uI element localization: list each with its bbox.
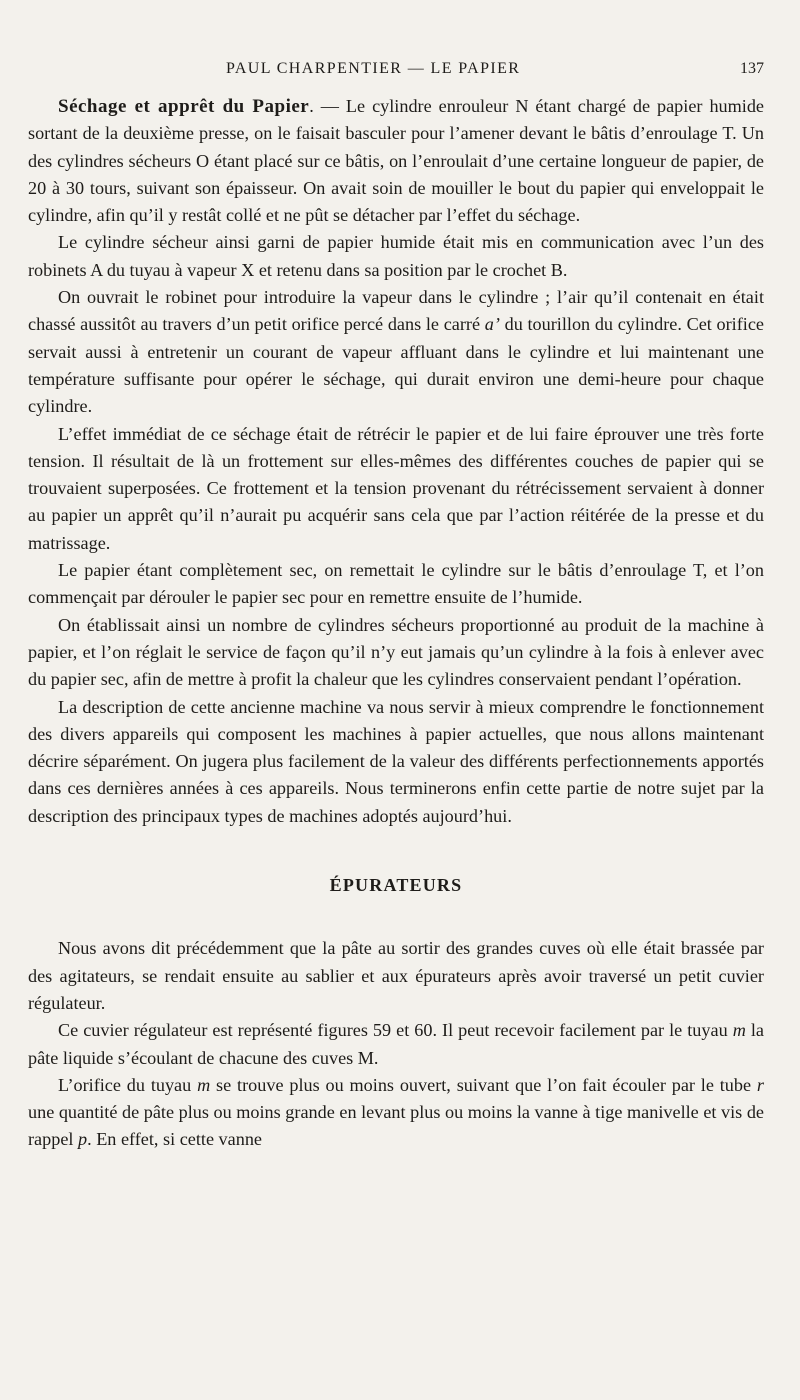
paragraph: La description de cette ancienne machine va nous servir à mieux comprendre le fonctionnement des divers appareils qui composent les machines à papier actuelles, que nous allons maintenant décrire séparément. On jugera plus facilement de la valeur des différents perfectionnements apportés dans ces dernières années à ces appareils. Nous terminerons enfin cette partie de notre sujet par la description des principaux types de machines adoptés aujourd’hui. xyxy=(28,696,764,826)
page-header xyxy=(0,60,800,86)
italic-symbol: r xyxy=(756,1074,764,1095)
running-head: PAUL CHARPENTIER — LE PAPIER xyxy=(226,60,521,77)
paragraph xyxy=(28,1017,764,1072)
page-number: 137 xyxy=(740,60,764,77)
paragraph-text: se trouve plus ou moins ouvert, suivant que l’on fait écouler par le tube xyxy=(210,1074,757,1095)
paragraph: Le papier étant complètement sec, on remettait le cylindre sur le bâtis d’enroulage T, et l’on commençait par dérouler le papier sec pour en remettre ensuite de l’humide. xyxy=(28,560,764,608)
paragraph-text: du tourillon du cylindre. Cet orifice servait aussi à entretenir un courant de vapeur affluant dans le cylindre et lui maintenant une température suffisante pour opérer le séchage, qui durait environ une demi-heure pour chaque cylindre. xyxy=(28,314,764,417)
paragraph: Nous avons dit précédemment que la pâte au sortir des grandes cuves où elle était brassée par des agitateurs, se rendait ensuite au sablier et aux épurateurs après avoir traversé un petit cuvier régulateur. xyxy=(28,938,764,1013)
italic-symbol: a’ xyxy=(484,314,500,335)
paragraph-text: une quantité de pâte plus ou moins grande en levant plus ou moins la vanne à tige manivelle et vis de rappel xyxy=(28,1102,764,1150)
italic-symbol: p xyxy=(78,1129,88,1150)
section-title: Séchage et apprêt du Papier xyxy=(58,96,310,117)
paragraph-text: . — Le cylindre enrouleur N étant chargé de papier humide sortant de la deuxième presse, on le faisait basculer pour l’amener devant le bâtis d’enroulage T. Un des cylindres sécheurs O étant placé sur ce bâtis, on l’enroulait d’une certaine longueur de papier, de 20 à 30 tours, suivant son épaisseur. On avait soin de mouiller le bout du papier qui enveloppait le cylindre, afin qu’il y restât collé et ne pût se détacher par l’effet du séchage. xyxy=(28,96,764,226)
italic-symbol: m xyxy=(732,1020,746,1041)
page-body xyxy=(28,93,764,1154)
paragraph-text: L’orifice du tuyau xyxy=(58,1074,198,1095)
paragraph xyxy=(28,1072,764,1154)
section-heading: ÉPURATEURS xyxy=(329,875,463,896)
paragraph xyxy=(28,93,764,229)
paragraph-text: la pâte liquide s’écoulant de chacune des cuves M. xyxy=(28,1020,764,1068)
paragraph-text: . En effet, si cette vanne xyxy=(87,1129,262,1150)
italic-symbol: m xyxy=(197,1074,211,1095)
paragraph-text: Ce cuvier régulateur est représenté figures 59 et 60. Il peut recevoir facilement par le tuyau xyxy=(58,1020,733,1041)
paragraph: On établissait ainsi un nombre de cylindres sécheurs proportionné au produit de la machine à papier, et l’on réglait le service de façon qu’il n’y eut jamais qu’un cylindre à la fois à enlever avec du papier sec, afin de mettre à profit la chaleur que les cylindres conservaient pendant l’opération. xyxy=(28,614,764,690)
paragraph-text: On ouvrait le robinet pour introduire la vapeur dans le cylindre ; l’air qu’il contenait en était chassé aussitôt au travers d’un petit orifice percé dans le carré xyxy=(28,287,764,335)
paragraph: Le cylindre sécheur ainsi garni de papier humide était mis en communication avec l’un des robinets A du tuyau à vapeur X et retenu dans sa position par le crochet B. xyxy=(28,232,764,280)
paragraph: L’effet immédiat de ce séchage était de rétrécir le papier et de lui faire éprouver une très forte tension. Il résultait de là un frottement sur elles-mêmes des différentes couches de papier qui se trouvaient superposées. Ce frottement et la tension provenant du rétrécissement servaient à donner au papier un apprêt qu’il n’aurait pu acquérir sans cela que par l’action réitérée de la presse et du matrissage. xyxy=(28,423,764,553)
paragraph xyxy=(28,284,764,420)
